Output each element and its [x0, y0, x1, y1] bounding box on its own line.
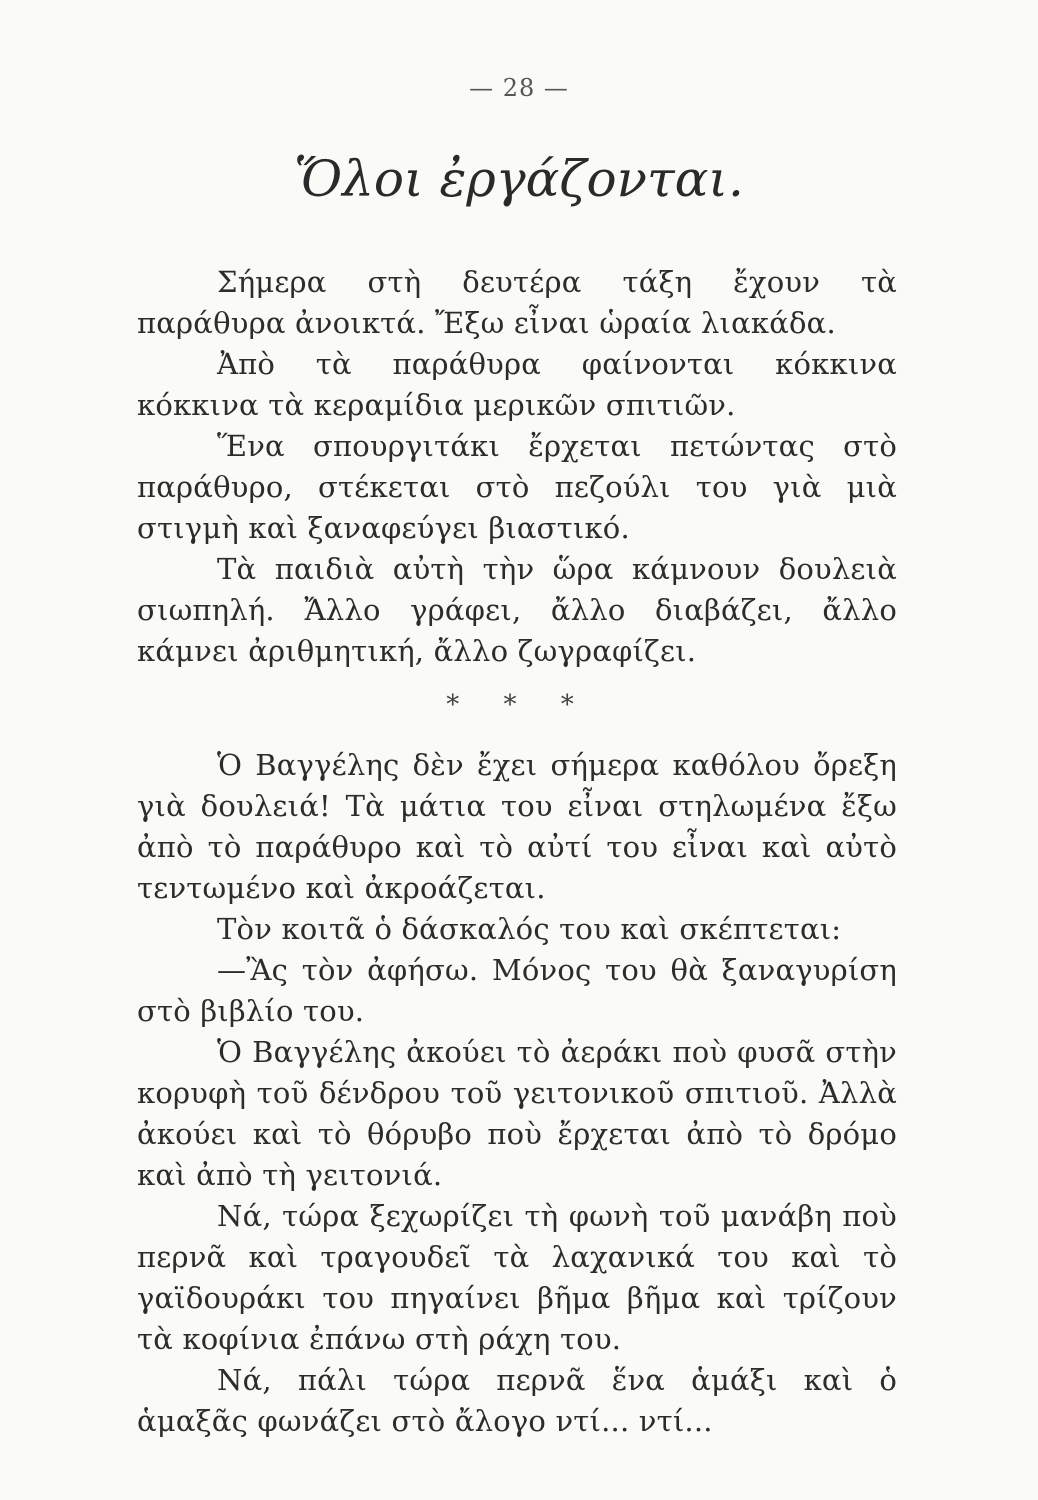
section-2-text: [137, 745, 897, 1442]
paragraph: Νά, πάλι τώρα περνᾶ ἕνα ἁμάξι καὶ ὁ ἁμαξᾶς φωνάζει στὸ ἄλογο ντί... ντί...: [137, 1363, 897, 1438]
paragraph: Ὁ Βαγγέλης ἀκούει τὸ ἀεράκι ποὺ φυσᾶ στὴν κορυφὴ τοῦ δένδρου τοῦ γειτονικοῦ σπιτιοῦ. Ἀλλὰ ἀκούει καὶ τὸ θόρυβο ποὺ ἔρχεται ἀπὸ τὸ δρόμο καὶ ἀπὸ τὴ γειτονιά.: [137, 1035, 897, 1192]
paragraph: Ὁ Βαγγέλης δὲν ἔχει σήμερα καθόλου ὄρεξη γιὰ δουλειά! Τὰ μάτια του εἶναι στηλωμένα ἔξω ἀπὸ τὸ παράθυρο καὶ τὸ αὐτί του εἶναι καὶ αὐτὸ τεντωμένο καὶ ἀκροάζεται.: [137, 748, 897, 905]
section-separator: * * *: [446, 690, 592, 720]
paragraph: Τὰ παιδιὰ αὐτὴ τὴν ὥρα κάμνουν δουλειὰ σιωπηλή. Ἄλλο γράφει, ἄλλο διαβάζει, ἄλλο κάμνει ἀριθμητική, ἄλλο ζωγραφίζει.: [137, 552, 897, 668]
paragraph: —Ἂς τὸν ἀφήσω. Μόνος του θὰ ξαναγυρίση στὸ βιβλίο του.: [137, 953, 897, 1028]
paragraph: Ἀπὸ τὰ παράθυρα φαίνονται κόκκινα κόκκινα τὰ κεραμίδια μερικῶν σπιτιῶν.: [137, 347, 897, 422]
paragraph: Νά, τώρα ξεχωρίζει τὴ φωνὴ τοῦ μανάβη ποὺ περνᾶ καὶ τραγουδεῖ τὰ λαχανικά του καὶ τὸ γαϊδουράκι του πηγαίνει βῆμα βῆμα καὶ τρίζουν τὰ κοφίνια ἐπάνω στὴ ράχη του.: [137, 1199, 897, 1356]
section-1-text: [137, 262, 897, 672]
page-number: — 28 —: [469, 74, 569, 102]
chapter-title: Ὅλοι ἐργάζονται.: [294, 150, 744, 208]
paragraph: Σήμερα στὴ δευτέρα τάξη ἔχουν τὰ παράθυρα ἀνοικτά. Ἔξω εἶναι ὡραία λιακάδα.: [137, 265, 897, 340]
paragraph: Τὸν κοιτᾶ ὁ δάσκαλός του καὶ σκέπτεται:: [217, 912, 842, 946]
paragraph: Ἕνα σπουργιτάκι ἔρχεται πετώντας στὸ παράθυρο, στέκεται στὸ πεζούλι του γιὰ μιὰ στιγμὴ καὶ ξαναφεύγει βιαστικό.: [137, 429, 897, 545]
